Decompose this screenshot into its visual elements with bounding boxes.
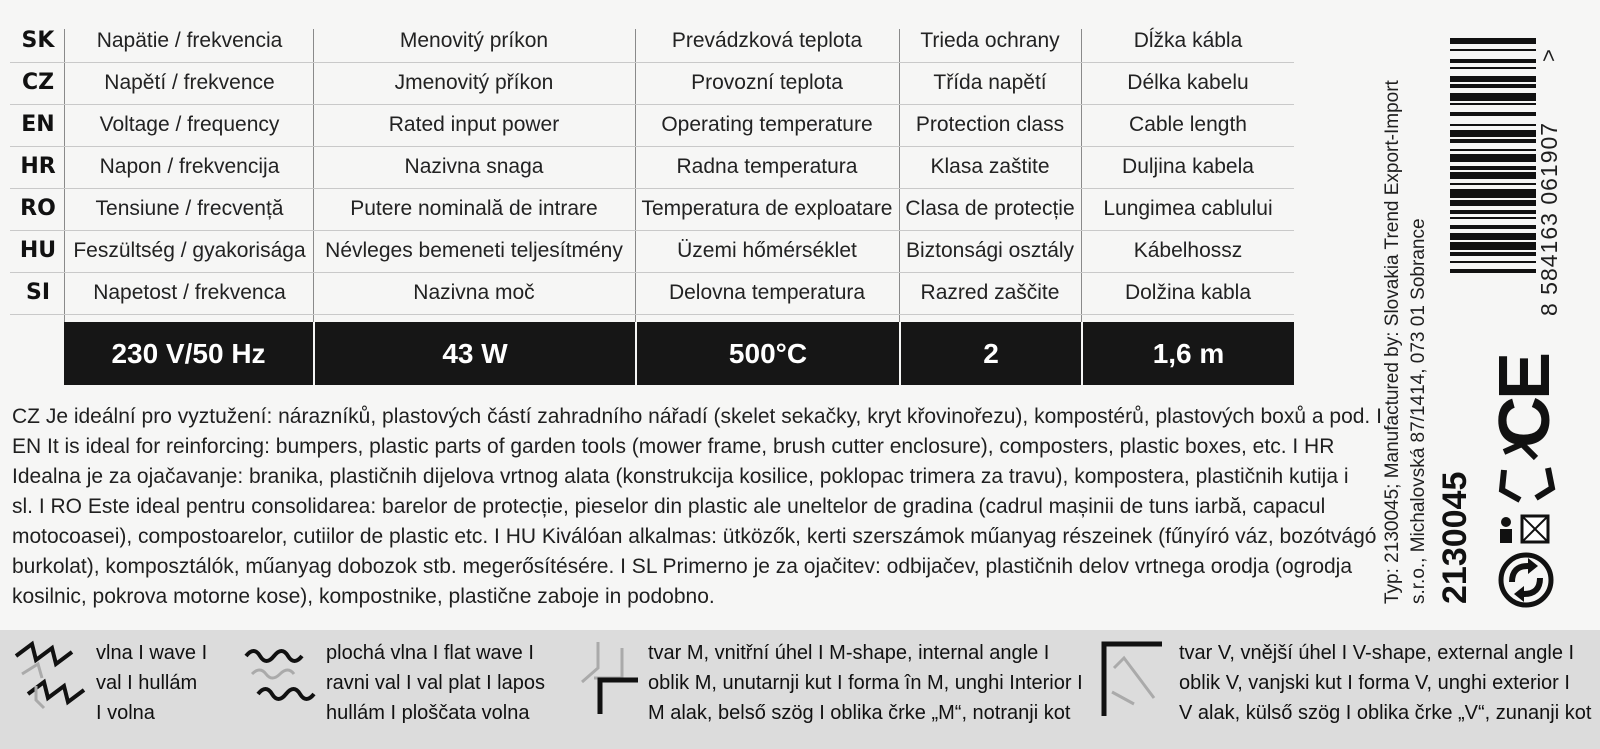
language-code: RO	[20, 196, 56, 221]
value-protection: 2	[983, 338, 999, 369]
barcode-bar	[1450, 189, 1536, 197]
spec-label-cable: Kábelhossz	[1133, 239, 1243, 262]
spec-label-temperature: Radna temperatura	[676, 155, 858, 178]
spec-label-temperature: Üzemi hőmérséklet	[677, 239, 857, 262]
legend-text-line: V alak, külső szög I oblika črke „V“, zunanji kot	[1179, 702, 1592, 724]
spec-label-cable: Duljina kabela	[1122, 155, 1254, 178]
spec-label-voltage: Napetost / frekvenca	[93, 281, 286, 304]
description-line: motocoasei), compostoarelor, cutiilor de plastic etc. I HU Kiválóan alkalmas: ütközők, kerti szerszámok műanyag részeinek (fűnyíró váz, bozótvágó	[12, 525, 1377, 548]
wave-icon	[14, 638, 89, 718]
spec-label-cable: Cable length	[1129, 113, 1247, 136]
ce-mark: CE	[1485, 355, 1565, 448]
value-temperature: 500°C	[728, 338, 808, 369]
legend-text-line: I volna	[96, 702, 155, 724]
barcode-bar	[1450, 233, 1536, 239]
product-code: 2130045	[1436, 471, 1474, 604]
legend-text-line: plochá vlna I flat wave I	[326, 642, 534, 664]
barcode-bar	[1450, 112, 1536, 116]
legend-text-line: vlna I wave I	[96, 642, 208, 664]
shape-legend	[0, 630, 1600, 749]
manufacturer-line-2: s.r.o., Michalovská 87/1414, 073 01 Sobrance	[1408, 218, 1429, 604]
barcode-bar	[1450, 38, 1536, 44]
flat-wave-icon	[244, 638, 319, 718]
barcode-bar	[1450, 124, 1536, 126]
barcode-bar	[1450, 149, 1536, 151]
spec-label-protection: Trieda ochrany	[920, 29, 1060, 52]
spec-row	[10, 188, 1294, 231]
description-line: Idealna je za ojačavanje: branika, plastičnih dijelova vrtnog alata (konstrukcija kosilice, poklopac trimera za travu), kompostera, plastičnih kutija i	[12, 465, 1349, 488]
spec-row	[10, 104, 1294, 147]
v-shape-icon	[1100, 638, 1165, 718]
barcode-bar	[1450, 93, 1536, 101]
description-line: EN It is ideal for reinforcing: bumpers, plastic parts of garden tools (mower frame, brush cutter enclosure), composters, plastic boxes, etc. I HR	[12, 435, 1335, 458]
barcode-bar	[1450, 261, 1536, 263]
description-line: kosilnic, pokrova motorne kose), kompostnike, plastične zaboje in podobno.	[12, 585, 715, 608]
spec-label-temperature: Delovna temperatura	[668, 281, 866, 304]
spec-row	[10, 62, 1294, 105]
spec-label-protection: Biztonsági osztály	[905, 239, 1075, 262]
spec-label-cable: Lungimea cablului	[1103, 197, 1273, 220]
spec-label-cable: Dolžina kabla	[1124, 281, 1252, 304]
legend-text-line: oblik M, unutarnji kut I forma în M, unghi Interior I	[648, 672, 1083, 694]
barcode-bar	[1450, 269, 1536, 273]
spec-row	[10, 272, 1294, 315]
description-line: sl. I RO Este ideal pentru consolidarea: barelor de protecție, pieselor din plastic ale uneltelor de gradina (cadrul mașinii de tuns iarbă, capacul	[12, 495, 1326, 518]
legend-text-line: val I hullám	[96, 672, 198, 694]
barcode-bar	[1450, 103, 1536, 105]
barcode-bar	[1450, 67, 1536, 69]
spec-label-voltage: Feszültség / gyakorisága	[73, 239, 306, 262]
value-power: 43 W	[442, 338, 508, 369]
legend-text-line: oblik V, vanjski kut I forma V, unghi exterior I	[1179, 672, 1570, 694]
language-code: CZ	[21, 70, 55, 95]
spec-label-protection: Clasa de protecție	[905, 197, 1075, 220]
spec-label-power: Nazivna moč	[413, 281, 535, 304]
barcode-bar	[1450, 59, 1536, 63]
spec-label-voltage: Napätie / frekvencia	[96, 29, 283, 52]
legend-text-line: tvar M, vnitřní úhel I M-shape, internal angle I	[648, 642, 1050, 664]
spec-row	[10, 146, 1294, 189]
barcode-bar	[1450, 200, 1536, 206]
spec-row	[10, 230, 1294, 273]
spec-label-protection: Razred zaščite	[920, 281, 1060, 304]
green-dot-icon	[1498, 552, 1554, 608]
spec-label-temperature: Provozní teplota	[691, 71, 843, 94]
barcode-bar	[1450, 49, 1536, 51]
spec-label-temperature: Operating temperature	[661, 113, 873, 136]
description-text	[12, 402, 1382, 612]
barcode-bar	[1450, 217, 1536, 219]
barcode-bar	[1450, 166, 1536, 170]
legend-text-line: ravni val I val plat I lapos	[326, 672, 545, 694]
description-line: burkolat), komposztálók, műanyag dobozok stb. megerősítésére. I SL Primerno je za ojačitev: odbijačev, plastičnih delov vrtnega orodja (ogrodja	[12, 555, 1353, 578]
spec-row	[10, 20, 1294, 63]
spec-label-voltage: Napětí / frekvence	[104, 71, 275, 94]
language-code: HU	[19, 238, 57, 263]
spec-label-power: Rated input power	[388, 113, 560, 136]
legend-text-line: hullám I ploščata volna	[326, 702, 530, 724]
spec-label-cable: Délka kabelu	[1127, 71, 1249, 94]
m-shape-icon	[578, 638, 643, 718]
barcode-arrow: >	[1536, 49, 1561, 62]
spec-label-temperature: Prevádzková teplota	[671, 29, 863, 52]
barcode-bar	[1450, 252, 1536, 256]
spec-label-power: Névleges bemeneti teljesítmény	[325, 239, 623, 262]
language-code: SI	[25, 280, 51, 305]
spec-table	[10, 19, 1294, 385]
spec-label-power: Putere nominală de intrare	[350, 197, 598, 220]
language-code: SK	[21, 28, 55, 53]
spec-label-voltage: Napon / frekvencija	[99, 155, 280, 178]
barcode-bar	[1450, 225, 1536, 229]
barcode-bar	[1450, 183, 1536, 185]
manufacturer-line-1: Typ: 2130045; Manufactured by: Slovakia Trend Export-Import	[1382, 80, 1403, 604]
spec-label-cable: Dĺžka kábla	[1133, 29, 1243, 52]
language-code: EN	[21, 112, 55, 137]
values-row	[64, 322, 1294, 385]
barcode-bar	[1450, 130, 1536, 136]
spec-label-power: Jmenovitý příkon	[394, 71, 554, 94]
spec-label-power: Menovitý príkon	[399, 29, 549, 52]
spec-label-voltage: Tensiune / frecvență	[95, 197, 284, 220]
value-cable: 1,6 m	[1152, 338, 1225, 369]
spec-label-power: Nazivna snaga	[404, 155, 544, 178]
barcode-bar	[1450, 172, 1536, 178]
barcode-bar	[1450, 139, 1536, 143]
description-line: CZ Je ideální pro vyztužení: nárazníků, plastových částí zahradního nářadí (skelet sekačky, kryt křovinořezu), kompostérů, plastových boxů a pod. I	[12, 405, 1382, 428]
spec-label-voltage: Voltage / frequency	[99, 113, 280, 136]
barcode-bar	[1450, 210, 1536, 214]
spec-label-temperature: Temperatura de exploatare	[641, 197, 893, 220]
barcode-bar	[1450, 154, 1536, 162]
recycle-icon	[1492, 438, 1562, 548]
value-voltage: 230 V/50 Hz	[111, 338, 266, 369]
legend-text-line: M alak, belső szög I oblika črke „M“, notranji kot	[648, 702, 1071, 724]
language-code: HR	[20, 154, 56, 179]
barcode-digits: 8 584163 061907	[1536, 121, 1562, 316]
legend-text-line: tvar V, vnější úhel I V-shape, external angle I	[1179, 642, 1575, 664]
spec-label-protection: Klasa zaštite	[930, 155, 1050, 178]
barcode-bar	[1450, 84, 1536, 88]
barcode-bar	[1450, 242, 1536, 250]
manufacturer-panel	[1380, 0, 1600, 630]
spec-label-protection: Protection class	[915, 113, 1065, 136]
spec-label-protection: Třída napětí	[933, 71, 1047, 94]
barcode-bar	[1450, 76, 1536, 82]
barcode	[1450, 38, 1536, 342]
